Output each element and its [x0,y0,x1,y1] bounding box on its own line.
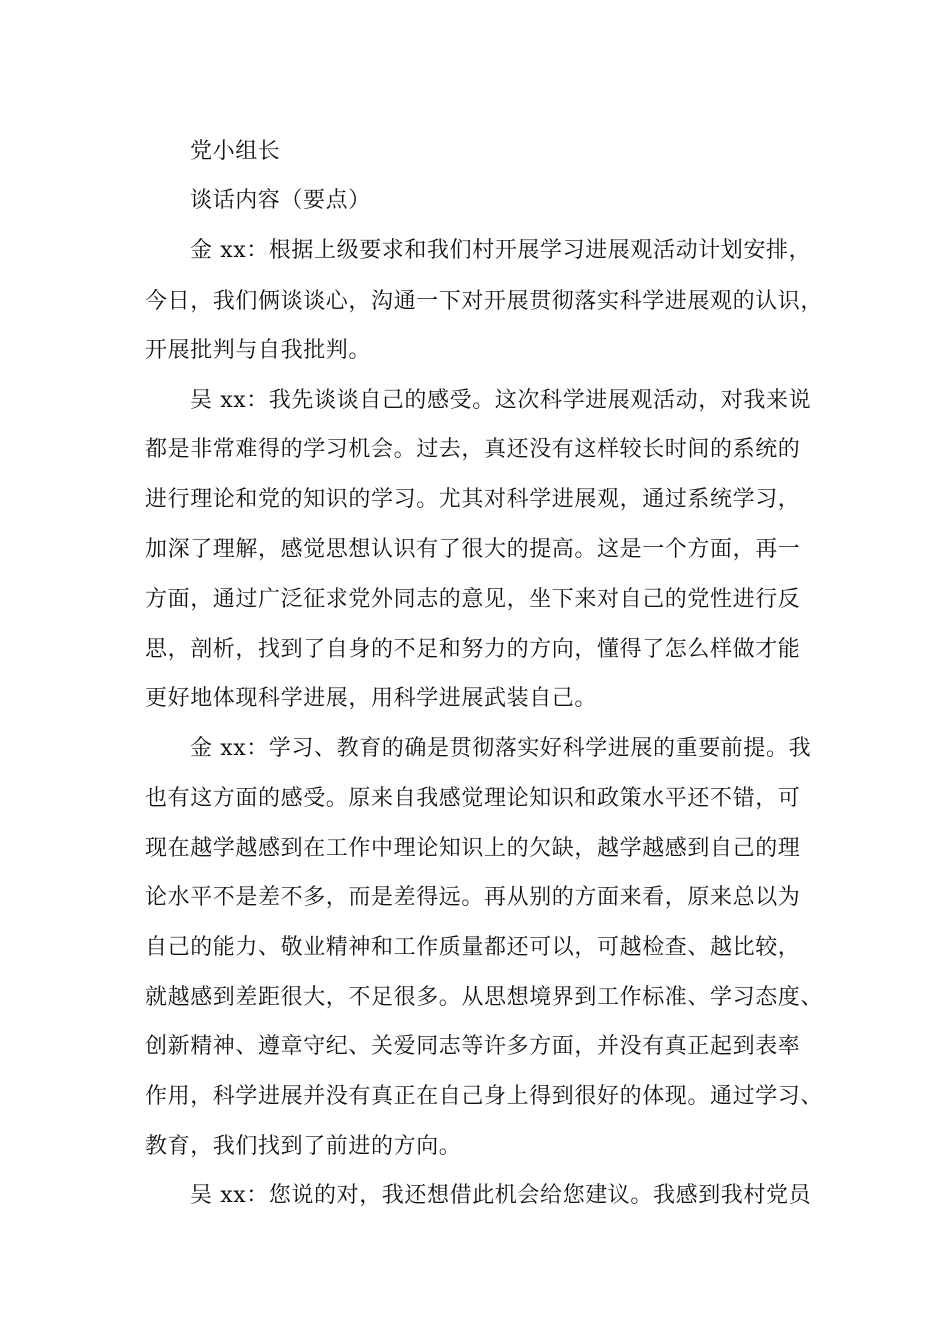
paragraph-line: 也有这方面的感受。原来自我感觉理论知识和政策水平还不错，可 [145,786,801,811]
paragraph-line: 开展批判与自我批判。 [145,338,372,363]
paragraph-line: 吴 xx：我先谈谈自己的感受。这次科学进展观活动，对我来说 [190,388,812,413]
paragraph-line: 吴 xx：您说的对，我还想借此机会给您建议。我感到我村党员 [190,1183,812,1208]
paragraph-line: 金 xx：学习、教育的确是贯彻落实好科学进展的重要前提。我 [190,736,812,761]
paragraph-line: 思，剖析，找到了自身的不足和努力的方向，懂得了怎么样做才能 [145,637,801,662]
paragraph-line: 自己的能力、敬业精神和工作质量都还可以，可越检查、越比较， [145,935,801,960]
paragraph-line: 方面，通过广泛征求党外同志的意见，坐下来对自己的党性进行反 [145,587,801,612]
paragraph-line: 今日，我们俩谈谈心，沟通一下对开展贯彻落实科学进展观的认识， [145,289,824,314]
paragraph-line: 金 xx：根据上级要求和我们村开展学习进展观活动计划安排， [190,238,812,263]
paragraph-line: 现在越学越感到在工作中理论知识上的欠缺，越学越感到自己的理 [145,836,801,861]
paragraph-line: 更好地体现科学进展，用科学进展武装自己。 [145,686,598,711]
heading-party-group-leader: 党小组长 [190,139,281,164]
paragraph-line: 教育，我们找到了前进的方向。 [145,1134,462,1159]
paragraph-line: 加深了理解，感觉思想认识有了很大的提高。这是一个方面，再一 [145,537,801,562]
paragraph-line: 就越感到差距很大，不足很多。从思想境界到工作标准、学习态度、 [145,985,824,1010]
paragraph-line: 作用，科学进展并没有真正在自己身上得到很好的体现。通过学习、 [145,1084,824,1109]
paragraph-line: 都是非常难得的学习机会。过去，真还没有这样较长时间的系统的 [145,437,801,462]
paragraph-line: 进行理论和党的知识的学习。尤其对科学进展观，通过系统学习， [145,487,801,512]
paragraph-line: 创新精神、遵章守纪、关爱同志等许多方面，并没有真正起到表率 [145,1034,801,1059]
heading-talk-content: 谈话内容（要点） [190,188,371,213]
paragraph-line: 论水平不是差不多，而是差得远。再从别的方面来看，原来总以为 [145,885,801,910]
